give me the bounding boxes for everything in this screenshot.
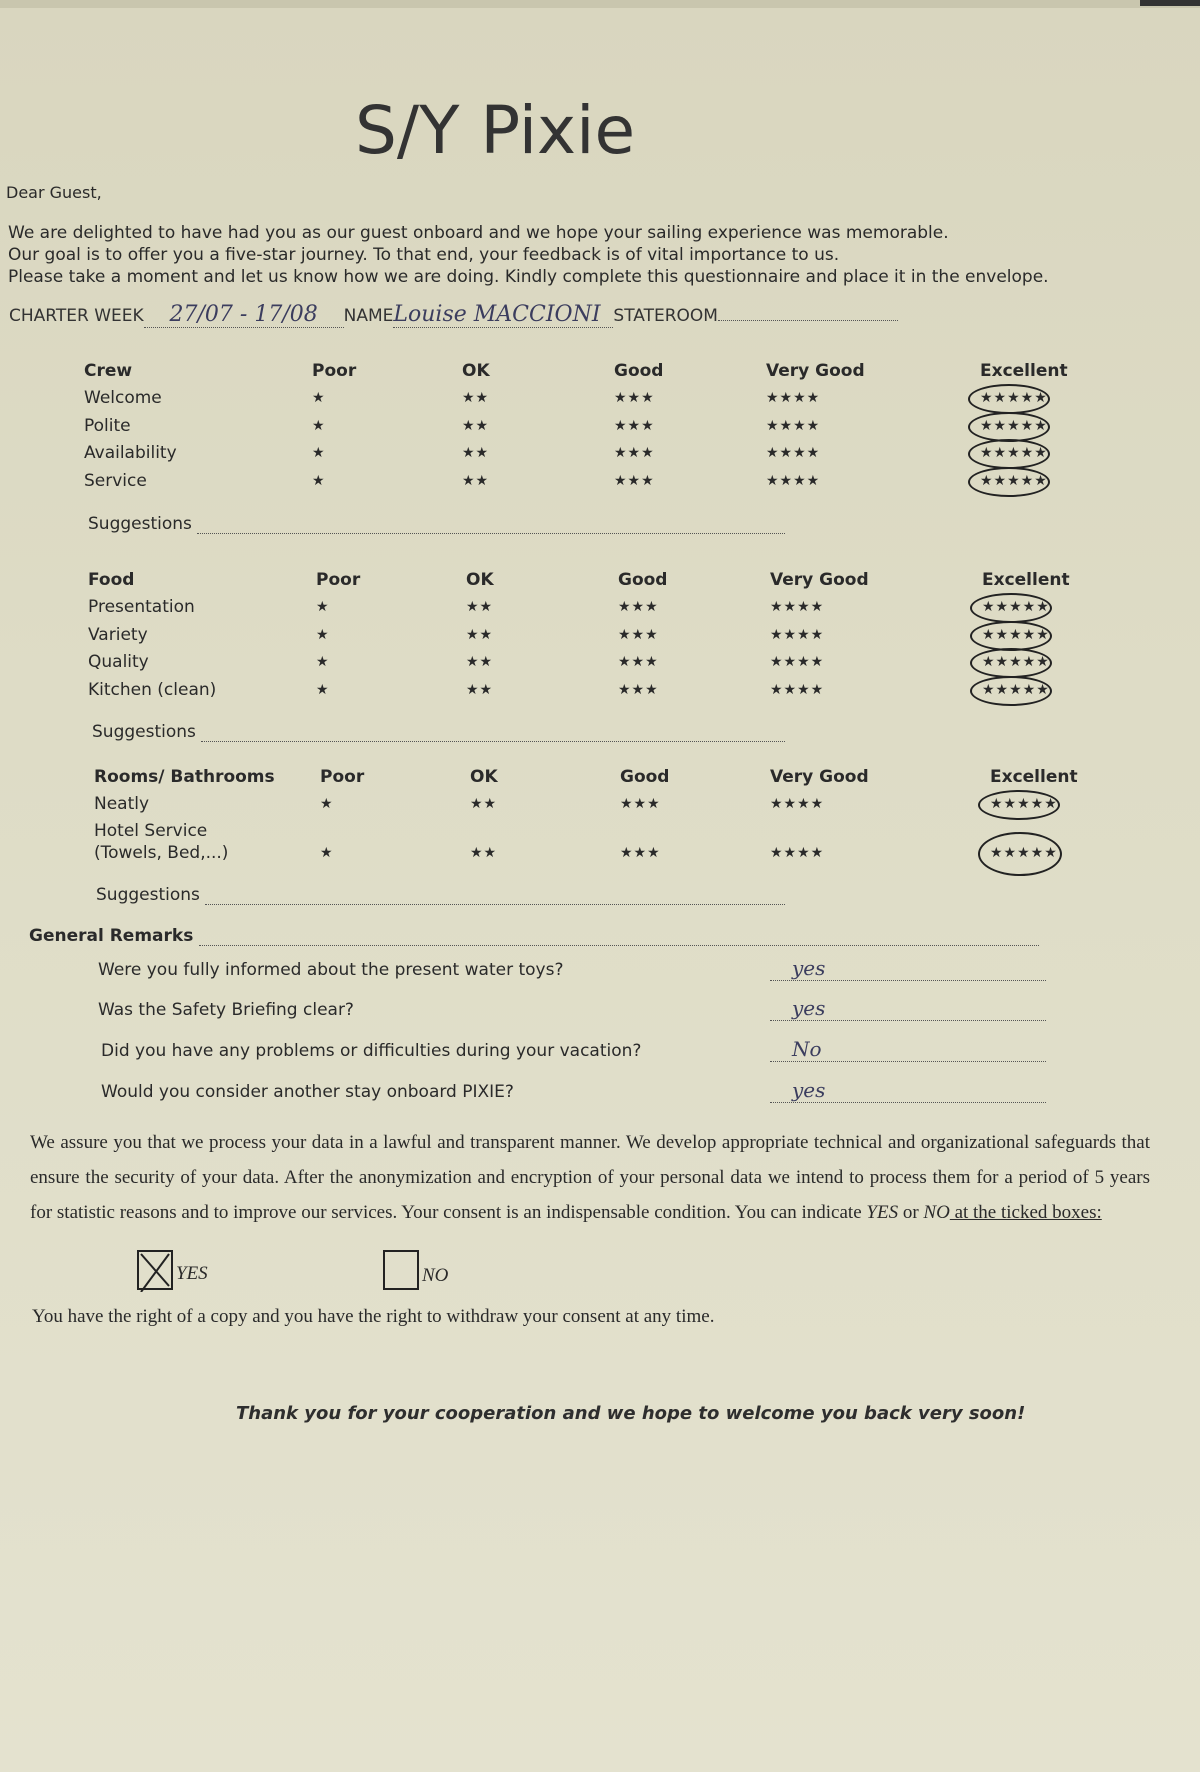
stars-poor[interactable]: ★ — [312, 417, 326, 434]
selection-circle — [978, 832, 1062, 876]
rating-header: OK — [462, 360, 490, 381]
stars-good[interactable]: ★★★ — [620, 845, 661, 861]
stars-good[interactable]: ★★★ — [618, 599, 659, 616]
suggestions-label: Suggestions — [88, 514, 192, 534]
name-field[interactable]: Louise MACCIONI — [393, 302, 613, 328]
rating-row — [84, 440, 1090, 468]
rating-header: Very Good — [770, 766, 869, 787]
stars-very-good[interactable]: ★★★★ — [770, 626, 825, 643]
rating-row — [94, 791, 1100, 819]
stars-ok[interactable]: ★★ — [470, 796, 498, 813]
consent-no-checkbox[interactable] — [383, 1250, 419, 1290]
suggestions-field[interactable] — [201, 727, 785, 742]
suggestions-field[interactable] — [197, 519, 785, 534]
stars-excellent-selected[interactable]: ★★★★★ — [980, 440, 1090, 468]
suggestions-label: Suggestions — [92, 722, 196, 742]
section-heading: Food — [88, 569, 135, 590]
stars-ok[interactable]: ★★ — [462, 445, 490, 462]
intro-line: We are delighted to have had you as our guest onboard and we hope your sailing experience was memorable. — [8, 223, 949, 243]
stateroom-field[interactable] — [718, 306, 898, 321]
stars-poor[interactable]: ★ — [320, 796, 334, 813]
item-label: Variety — [88, 624, 148, 645]
stars-ok[interactable]: ★★ — [462, 390, 490, 407]
stars-ok[interactable]: ★★ — [462, 417, 490, 434]
stars-excellent-selected[interactable]: ★★★★★ — [990, 818, 1100, 865]
selection-circle — [968, 384, 1050, 414]
selection-circle — [968, 412, 1050, 442]
stars-very-good[interactable]: ★★★★ — [770, 599, 825, 616]
stars-excellent-selected[interactable]: ★★★★★ — [980, 412, 1090, 440]
stateroom-label: STATEROOM — [613, 306, 718, 326]
suggestions-label: Suggestions — [96, 885, 200, 905]
rating-row — [88, 649, 1092, 677]
consent-no-label: NO — [422, 1265, 449, 1286]
section-heading: Rooms/ Bathrooms — [94, 766, 275, 787]
rating-row — [88, 676, 1092, 704]
answer-water-toys[interactable]: yes — [770, 956, 1046, 981]
stars-good[interactable]: ★★★ — [614, 445, 655, 462]
rating-header: Excellent — [990, 766, 1078, 787]
selection-circle — [968, 439, 1050, 469]
rating-row — [84, 385, 1090, 413]
consent-yes-label: YES — [176, 1263, 208, 1284]
item-label: Welcome — [84, 388, 162, 409]
stars-good[interactable]: ★★★ — [614, 472, 655, 489]
check-x-icon — [139, 1252, 171, 1292]
rating-header: Very Good — [766, 360, 865, 381]
stars-poor[interactable]: ★ — [312, 445, 326, 462]
stars-poor[interactable]: ★ — [320, 845, 334, 861]
stars-excellent-selected[interactable]: ★★★★★ — [982, 676, 1092, 704]
stars-good[interactable]: ★★★ — [618, 626, 659, 643]
general-remarks-field[interactable] — [199, 931, 1039, 946]
rating-header: OK — [470, 766, 498, 787]
stars-very-good[interactable]: ★★★★ — [770, 796, 825, 813]
yes-word: YES — [866, 1202, 899, 1223]
stars-good[interactable]: ★★★ — [618, 654, 659, 671]
stars-ok[interactable]: ★★ — [462, 472, 490, 489]
item-label: Polite — [84, 415, 131, 436]
answer-problems[interactable]: No — [770, 1037, 1046, 1062]
item-label: Availability — [84, 443, 177, 464]
consent-yes-checkbox[interactable] — [137, 1250, 173, 1290]
stars-excellent-selected[interactable]: ★★★★★ — [982, 621, 1092, 649]
intro-line: Please take a moment and let us know how we are doing. Kindly complete this questionnaire and place it in the envelope. — [8, 267, 1049, 287]
stars-ok[interactable]: ★★ — [466, 654, 494, 671]
stars-poor[interactable]: ★ — [316, 681, 330, 698]
stars-ok[interactable]: ★★ — [470, 845, 498, 861]
rating-header: OK — [466, 569, 494, 590]
item-label-line: (Towels, Bed,...) — [94, 842, 229, 863]
rating-header: Excellent — [980, 360, 1068, 381]
stars-good[interactable]: ★★★ — [618, 681, 659, 698]
charter-line — [9, 302, 898, 328]
stars-very-good[interactable]: ★★★★ — [770, 845, 825, 861]
stars-very-good[interactable]: ★★★★ — [770, 681, 825, 698]
answer-another-stay[interactable]: yes — [770, 1078, 1046, 1103]
answer-safety-briefing[interactable]: yes — [770, 996, 1046, 1021]
stars-good[interactable]: ★★★ — [614, 417, 655, 434]
rating-row — [88, 594, 1092, 622]
rating-row — [94, 818, 1100, 865]
question-another-stay: Would you consider another stay onboard PIXIE? — [101, 1082, 514, 1102]
crew-rating-table — [84, 357, 1090, 495]
selection-circle — [978, 790, 1060, 820]
rating-row — [88, 621, 1092, 649]
general-remarks — [29, 926, 1039, 946]
greeting: Dear Guest, — [6, 183, 102, 202]
rooms-rating-table — [94, 763, 1100, 865]
intro-text — [8, 222, 1049, 288]
stars-poor[interactable]: ★ — [312, 472, 326, 489]
stars-ok[interactable]: ★★ — [466, 626, 494, 643]
stars-very-good[interactable]: ★★★★ — [766, 472, 821, 489]
stars-very-good[interactable]: ★★★★ — [766, 445, 821, 462]
rating-header: Poor — [316, 569, 361, 590]
item-label-line: Hotel Service — [94, 820, 208, 841]
stars-ok[interactable]: ★★ — [466, 599, 494, 616]
stars-excellent-selected[interactable]: ★★★★★ — [982, 594, 1092, 622]
selection-circle — [970, 648, 1052, 678]
section-heading: Crew — [84, 360, 133, 381]
stars-poor[interactable]: ★ — [316, 654, 330, 671]
stars-very-good[interactable]: ★★★★ — [770, 654, 825, 671]
rating-header: Good — [620, 766, 670, 787]
stars-excellent-selected[interactable]: ★★★★★ — [980, 385, 1090, 413]
charter-week-field[interactable]: 27/07 - 17/08 — [144, 302, 344, 328]
rating-row — [84, 412, 1090, 440]
stars-excellent-selected[interactable]: ★★★★★ — [980, 467, 1090, 495]
selection-circle — [968, 467, 1050, 497]
stars-good[interactable]: ★★★ — [620, 796, 661, 813]
stars-poor[interactable]: ★ — [316, 626, 330, 643]
rating-header: Very Good — [770, 569, 869, 590]
page-top-edge — [0, 0, 1200, 8]
crew-suggestions — [88, 514, 785, 534]
rating-header: Poor — [320, 766, 365, 787]
selection-circle — [970, 593, 1052, 623]
item-label: Kitchen (clean) — [88, 679, 217, 700]
stars-poor[interactable]: ★ — [312, 390, 326, 407]
form-title: S/Y Pixie — [354, 92, 636, 169]
question-water-toys: Were you fully informed about the present water toys? — [98, 960, 564, 980]
stars-excellent-selected[interactable]: ★★★★★ — [982, 649, 1092, 677]
intro-line: Our goal is to offer you a five-star journey. To that end, your feedback is of vital importance to us. — [8, 245, 840, 265]
rating-row — [84, 467, 1090, 495]
no-word: NO — [923, 1202, 950, 1223]
thank-you-message: Thank you for your cooperation and we hope to welcome you back very soon! — [236, 1403, 1026, 1424]
food-rating-table — [88, 566, 1092, 704]
rooms-suggestions — [96, 885, 785, 905]
stars-very-good[interactable]: ★★★★ — [766, 390, 821, 407]
food-suggestions — [92, 722, 785, 742]
general-remarks-label: General Remarks — [29, 926, 194, 946]
rating-header: Good — [614, 360, 664, 381]
stars-good[interactable]: ★★★ — [614, 390, 655, 407]
item-label: Service — [84, 470, 147, 491]
stars-ok[interactable]: ★★ — [466, 681, 494, 698]
item-label — [94, 818, 320, 865]
stars-very-good[interactable]: ★★★★ — [766, 417, 821, 434]
selection-circle — [970, 621, 1052, 651]
item-label: Neatly — [94, 794, 150, 815]
item-label: Quality — [88, 652, 149, 673]
suggestions-field[interactable] — [205, 890, 785, 905]
stars-excellent-selected[interactable]: ★★★★★ — [990, 791, 1100, 819]
question-problems: Did you have any problems or difficulties during your vacation? — [101, 1041, 642, 1061]
name-label: NAME — [343, 306, 394, 326]
data-privacy-text: We assure you that we process your data in a lawful and transparent manner. We develop appropriate technical and organizational safeguards that ensure the security of your data. After the anonymization and encryption of your personal data we intend to process them for a period of 5 years for statistic reasons and to improve our services. Your consent is an indispensable condition. You can indicate YES or NO at the ticked boxes: — [30, 1132, 1150, 1223]
stars-poor[interactable]: ★ — [316, 599, 330, 616]
selection-circle — [970, 676, 1052, 706]
item-label: Presentation — [88, 597, 195, 618]
rating-header: Excellent — [982, 569, 1070, 590]
withdraw-rights-text: You have the right of a copy and you have the right to withdraw your consent at any time. — [32, 1306, 715, 1327]
question-safety-briefing: Was the Safety Briefing clear? — [98, 1000, 354, 1020]
rating-header: Good — [618, 569, 668, 590]
rating-header: Poor — [312, 360, 357, 381]
charter-week-label: CHARTER WEEK — [9, 306, 144, 326]
page-corner-shadow — [1140, 0, 1200, 6]
